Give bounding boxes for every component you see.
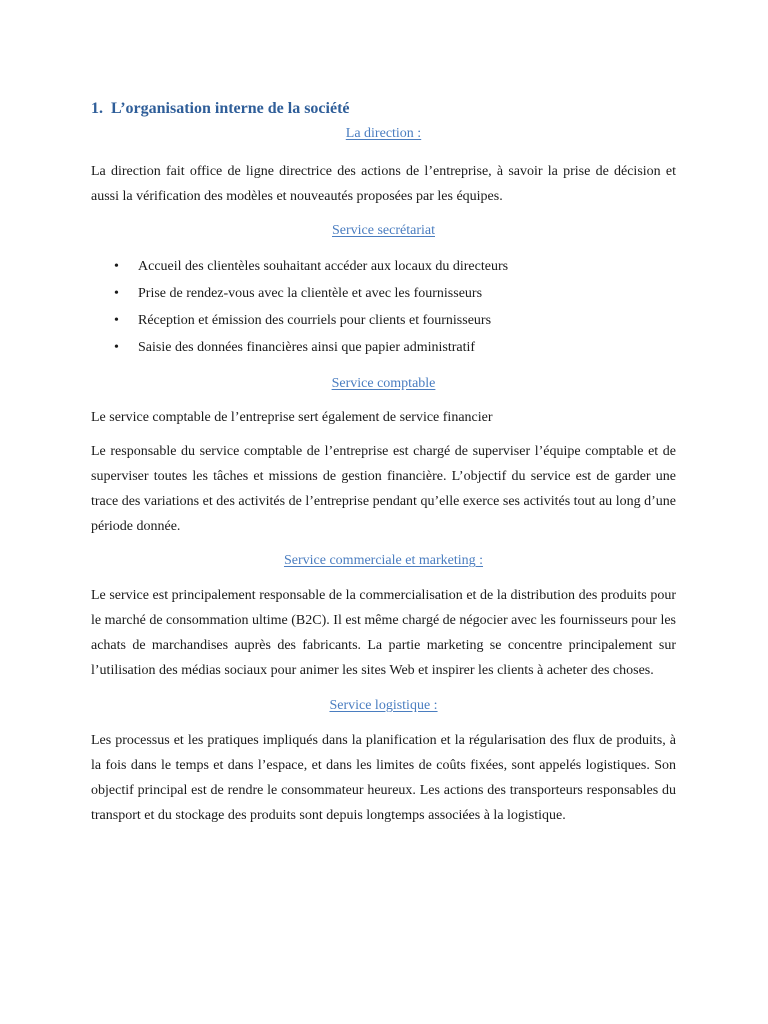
document-page	[91, 98, 676, 828]
logistique-paragraph: Les processus et les pratiques impliqués dans la planification et la régularisation des flux de produits, à la fois dans le temps et dans l’espace, et dans les limites de coûts fixées, sont appelés logistiques. Son objectif principal est de rendre le consommateur heureux. Les actions des transporteurs responsables du transport et du stockage des produits sont depuis longtemps associées à la logistique.	[91, 733, 676, 823]
section-heading	[67, 98, 676, 120]
list-item-text: Accueil des clientèles souhaitant accéder aux locaux du directeurs	[138, 259, 509, 274]
bullet-icon: •	[114, 286, 119, 301]
list-item	[91, 280, 676, 307]
bullet-icon: •	[114, 313, 119, 328]
list-item-text: Prise de rendez-vous avec la clientèle et avec les fournisseurs	[138, 286, 483, 301]
heading-text: L’organisation interne de la société	[111, 100, 350, 117]
commerciale-paragraph: Le service est principalement responsable de la commercialisation et de la distribution des produits pour le marché de consommation ultime (B2C). Il est même chargé de négocier avec les fournisseurs pour les achats de marchandises auprès des fabricants. La partie marketing se concentre principalement sur l’utilisation des médias sociaux pour animer les sites Web et inspirer les clients à acheter des choses.	[91, 588, 676, 678]
direction-paragraph: La direction fait office de ligne directrice des actions de l’entreprise, à savoir la prise de décision et aussi la vérification des modèles et nouveautés proposées par les équipes.	[91, 164, 676, 204]
comptable-title: Service comptable	[331, 376, 436, 391]
comptable-paragraph-1: Le service comptable de l’entreprise sert également de service financier	[91, 410, 493, 425]
secretariat-list	[91, 253, 676, 361]
list-item-text: Saisie des données financières ainsi que papier administratif	[138, 340, 476, 355]
commerciale-title: Service commerciale et marketing :	[283, 553, 484, 568]
heading-number: 1.	[91, 100, 103, 117]
direction-title: La direction :	[345, 126, 422, 141]
bullet-icon: •	[114, 340, 119, 355]
list-item-text: Réception et émission des courriels pour clients et fournisseurs	[138, 313, 492, 328]
logistique-title: Service logistique :	[329, 698, 438, 713]
secretariat-title: Service secrétariat	[332, 223, 435, 238]
list-item	[91, 307, 676, 334]
list-item	[91, 334, 676, 361]
comptable-paragraph-2: Le responsable du service comptable de l’entreprise est chargé de superviser l’équipe comptable et de superviser toutes les tâches et missions de gestion financière. L’objectif du service est de garder une trace des variations et des activités de l’entreprise pendant qu’elle exerce ses activités tout au long d’une période donnée.	[91, 444, 676, 534]
bullet-icon: •	[114, 259, 119, 274]
list-item	[91, 253, 676, 280]
